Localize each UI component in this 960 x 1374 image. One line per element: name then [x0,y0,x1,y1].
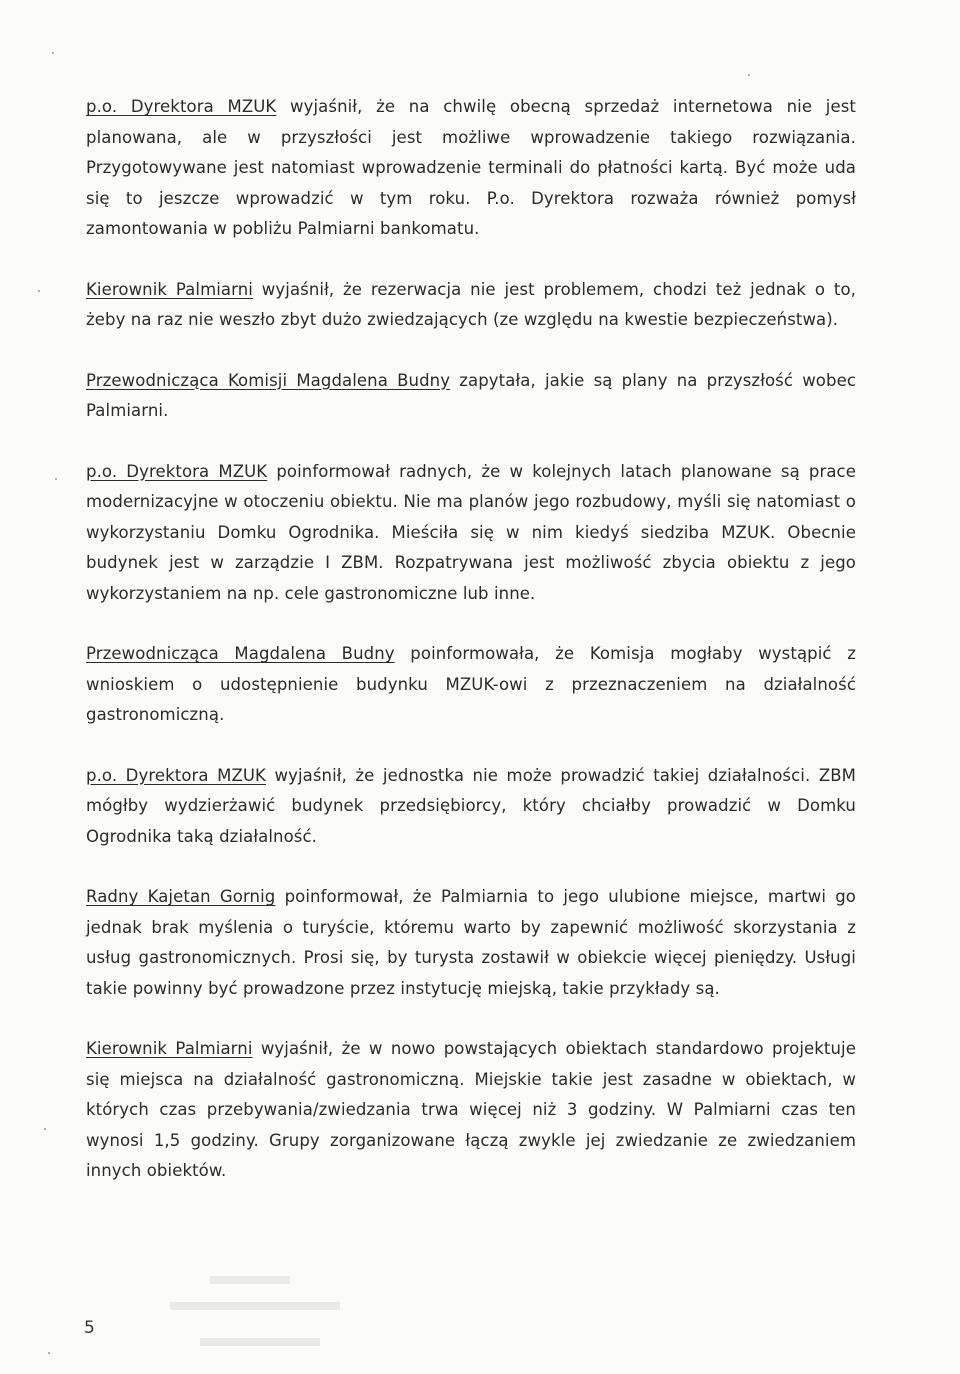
speaker-name: Kierownik Palmiarni [86,279,253,299]
paragraph-text: poinformował, że Palmiarnia to jego ulubione miejsce, martwi go jednak brak myślenia o turyście, któremu warto by zapewnić możliwość skorzystania z usług gastronomicznych. Prosi się, by turysta zostawił w obiekcie więcej pieniędzy. Usługi takie powinny być prowadzone przez instytucję miejską, takie przykłady są. [86,887,856,998]
scan-speck [48,1352,50,1354]
paragraph-5 [86,639,856,731]
paragraph-4 [86,457,856,610]
page-number: 5 [84,1318,95,1338]
paragraph-3 [86,366,856,427]
paragraph-text: poinformowała, że Komisja mogłaby wystąpić z wnioskiem o udostępnienie budynku MZUK-owi z przeznaczeniem na działalność gastronomiczną. [86,644,856,724]
speaker-name: p.o. Dyrektora MZUK [86,97,277,116]
paragraph-text: wyjaśnił, że w nowo powstających obiektach standardowo projektuje się miejsca na działalność gastronomiczną. Miejskie takie jest zasadne w obiektach, w których czas przebywania/zwiedzania trwa więcej niż 3 godziny. W Palmiarni czas ten wynosi 1,5 godziny. Grupy zorganizowane łączą zwykle jej zwiedzanie ze zwiedzaniem innych obiektów. [86,1039,856,1180]
speaker-name: p.o. Dyrektora MZUK [86,461,268,481]
paragraph-text: poinformował radnych, że w kolejnych latach planowane są prace modernizacyjne w otoczeniu obiektu. Nie ma planów jego rozbudowy, myśli się natomiast o wykorzystaniu Domku Ogrodnika. Mieściła się w nim kiedyś siedziba MZUK. Obecnie budynek jest w zarządzie I ZBM. Rozpatrywana jest możliwość zbycia obiektu z jego wykorzystaniem na np. cele gastronomiczne lub inne. [86,461,856,603]
paragraph-1 [86,92,856,245]
speaker-name: Kierownik Palmiarni [86,1039,253,1058]
scan-speck [748,74,750,76]
scan-speck [52,52,54,54]
paragraph-text: wyjaśnił, że rezerwacja nie jest problemem, chodzi też jednak o to, żeby na raz nie weszło zbyt dużo zwiedzających (ze względu na kwestie bezpieczeństwa). [86,279,856,329]
paragraph-text: zapytała, jakie są plany na przyszłość wobec Palmiarni. [86,370,856,420]
speaker-name: Radny Kajetan Gornig [86,887,276,906]
scan-speck [44,1128,46,1130]
speaker-name: Przewodnicząca Magdalena Budny [86,644,395,663]
speaker-name: Przewodnicząca Komisji Magdalena Budny [86,370,451,390]
paragraph-text: wyjaśnił, że na chwilę obecną sprzedaż internetowa nie jest planowana, ale w przyszłości jest możliwe wprowadzenie takiego rozwiązania. Przygotowywane jest natomiast wprowadzenie terminali do płatności kartą. Być może uda się to jeszcze wprowadzić w tym roku. P.o. Dyrektora rozważa również pomysł zamontowania w pobliżu Palmiarni bankomatu. [86,97,856,238]
paragraph-8 [86,1034,856,1187]
scan-speck [55,478,57,480]
paragraph-7 [86,882,856,1004]
speaker-name: p.o. Dyrektora MZUK [86,765,266,785]
paragraph-6 [86,761,856,853]
faded-stamp-icon [160,1268,360,1368]
paragraph-2 [86,275,856,336]
scan-speck [38,290,40,292]
paragraph-text: wyjaśnił, że jednostka nie może prowadzić takiej działalności. ZBM mógłby wydzierżawić budynek przedsiębiorcy, który chciałby prowadzić w Domku Ogrodnika taką działalność. [86,765,856,846]
minutes-body [86,92,856,1217]
